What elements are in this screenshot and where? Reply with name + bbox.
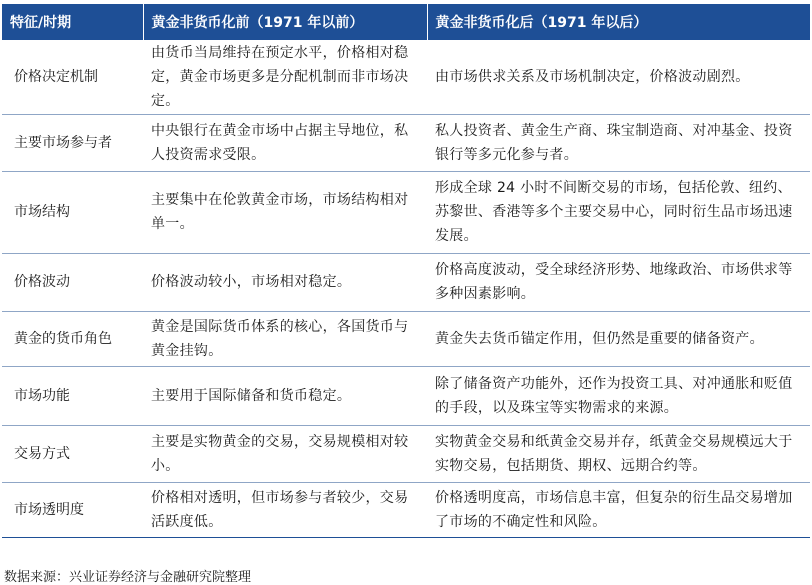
after-cell: 实物黄金交易和纸黄金交易并存，纸黄金交易规模远大于实物交易，包括期货、期权、远期合约等。 — [427, 425, 810, 482]
header-feature-period: 特征/时期 — [2, 4, 143, 40]
after-cell: 价格透明度高，市场信息丰富，但复杂的衍生品交易增加了市场的不确定性和风险。 — [427, 482, 810, 537]
before-cell: 黄金是国际货币体系的核心，各国货币与黄金挂钩。 — [143, 311, 427, 366]
before-cell: 主要是实物黄金的交易，交易规模相对较小。 — [143, 425, 427, 482]
after-cell: 价格高度波动，受全球经济形势、地缘政治、市场供求等多种因素影响。 — [427, 253, 810, 311]
row-label: 市场功能 — [2, 366, 143, 425]
before-cell: 由货币当局维持在预定水平，价格相对稳定，黄金市场更多是分配机制而非市场决定。 — [143, 40, 427, 114]
table-header — [2, 4, 810, 40]
after-cell: 由市场供求关系及市场机制决定，价格波动剧烈。 — [427, 40, 810, 114]
table-row — [2, 40, 810, 114]
before-cell: 价格相对透明，但市场参与者较少，交易活跃度低。 — [143, 482, 427, 537]
table-row — [2, 171, 810, 253]
table-row — [2, 311, 810, 366]
row-label: 黄金的货币角色 — [2, 311, 143, 366]
table-row — [2, 482, 810, 537]
table-body — [2, 40, 810, 537]
row-label: 价格波动 — [2, 253, 143, 311]
row-label: 市场透明度 — [2, 482, 143, 537]
header-row — [2, 4, 810, 40]
before-cell: 主要用于国际储备和货币稳定。 — [143, 366, 427, 425]
before-cell: 主要集中在伦敦黄金市场，市场结构相对单一。 — [143, 171, 427, 253]
comparison-table — [2, 4, 810, 538]
after-cell: 黄金失去货币锚定作用，但仍然是重要的储备资产。 — [427, 311, 810, 366]
row-label: 市场结构 — [2, 171, 143, 253]
row-label: 主要市场参与者 — [2, 114, 143, 171]
before-cell: 价格波动较小，市场相对稳定。 — [143, 253, 427, 311]
table-row — [2, 366, 810, 425]
after-cell: 私人投资者、黄金生产商、珠宝制造商、对冲基金、投资银行等多元化参与者。 — [427, 114, 810, 171]
source-note: 数据来源：兴业证券经济与金融研究院整理 — [4, 570, 252, 585]
header-after-1971: 黄金非货币化后（1971 年以后） — [427, 4, 810, 40]
header-before-1971: 黄金非货币化前（1971 年以前） — [143, 4, 427, 40]
table-row — [2, 114, 810, 171]
after-cell: 除了储备资产功能外，还作为投资工具、对冲通胀和贬值的手段，以及珠宝等实物需求的来源。 — [427, 366, 810, 425]
row-label: 价格决定机制 — [2, 40, 143, 114]
table-row — [2, 425, 810, 482]
after-cell: 形成全球 24 小时不间断交易的市场，包括伦敦、纽约、苏黎世、香港等多个主要交易中心，同时衍生品市场迅速发展。 — [427, 171, 810, 253]
row-label: 交易方式 — [2, 425, 143, 482]
before-cell: 中央银行在黄金市场中占据主导地位，私人投资需求受限。 — [143, 114, 427, 171]
table-row — [2, 253, 810, 311]
